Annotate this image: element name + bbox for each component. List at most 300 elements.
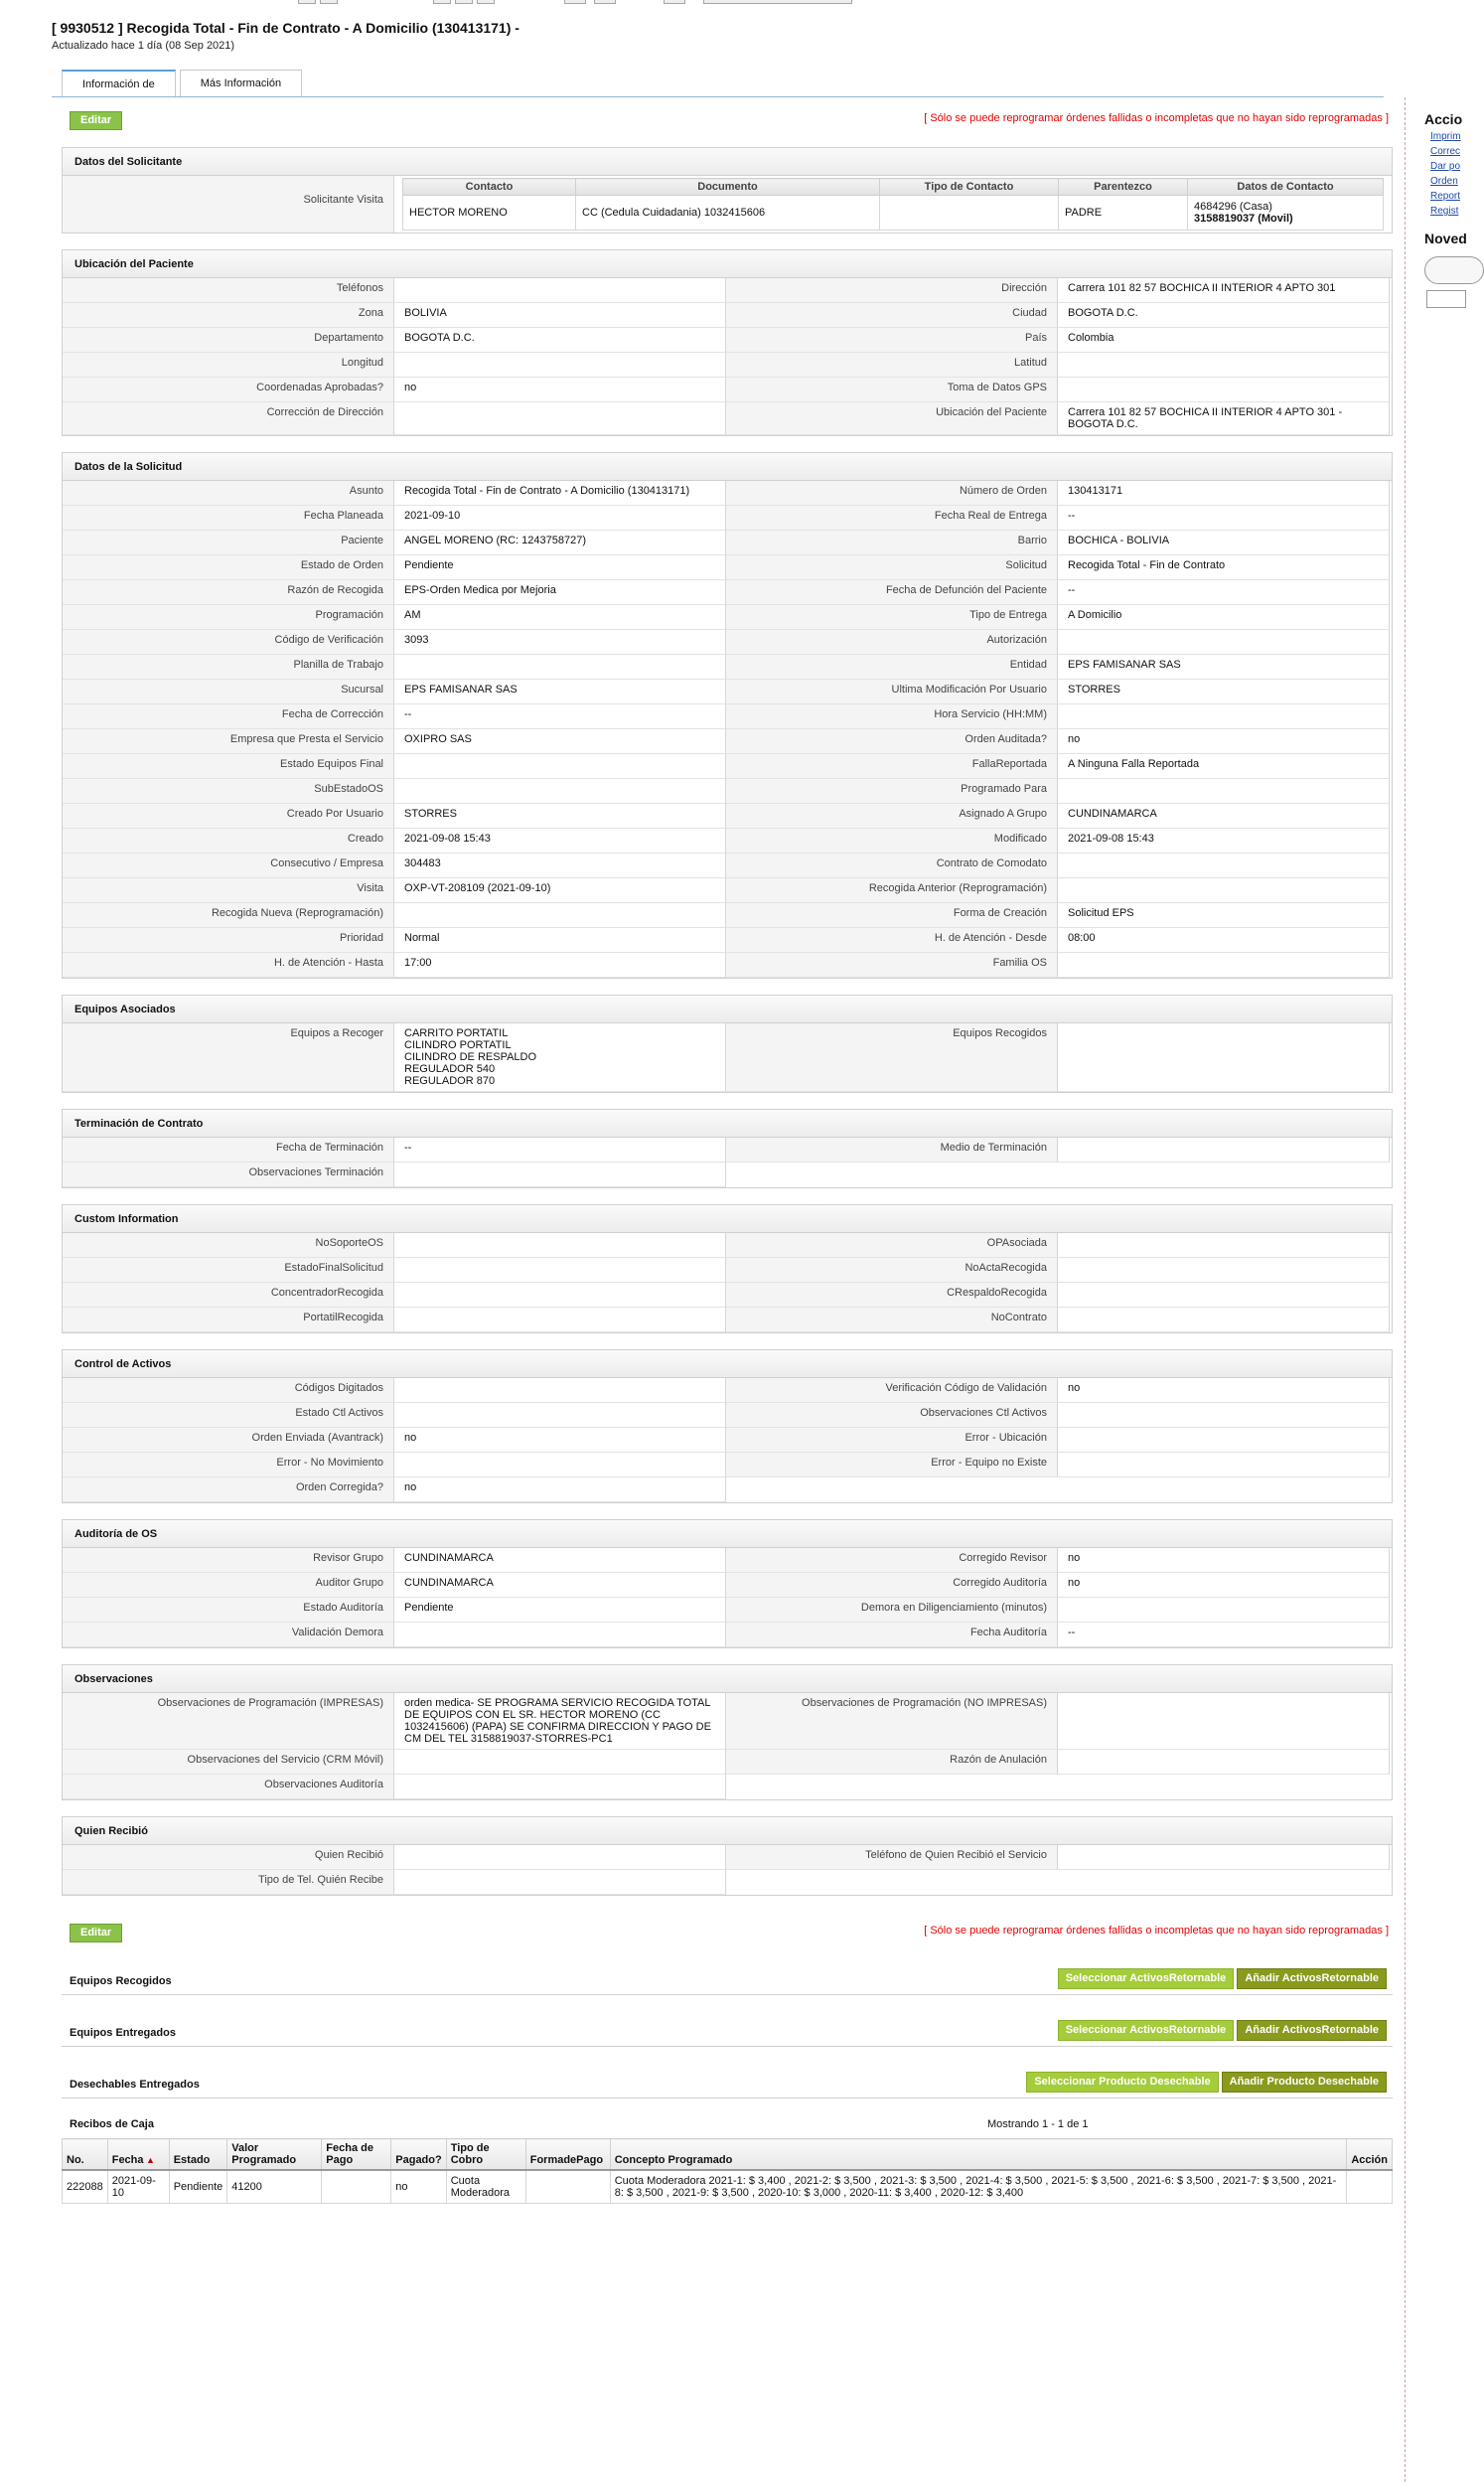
field-label: Fecha de Corrección (63, 704, 394, 729)
field-label: Ciudad (726, 303, 1058, 328)
field-label: FallaReportada (726, 754, 1058, 779)
field-label: Fecha Auditoría (726, 1623, 1058, 1647)
speech-bubble-icon[interactable] (1424, 256, 1484, 284)
field-value-h-de-atencion-hasta: 17:00 (394, 953, 726, 978)
cell-pagado: no (391, 2170, 446, 2204)
edit-row-top (62, 103, 1393, 131)
field-label: Orden Enviada (Avantrack) (63, 1428, 394, 1453)
section-title: Datos de la Solicitud (63, 453, 1392, 481)
phone-mobile: 3158819037 (Movil) (1194, 213, 1293, 225)
field-label: H. de Atención - Desde (726, 928, 1058, 953)
cell-fecha: 2021-09-10 (107, 2170, 169, 2204)
field-value-error-ubicacion (1058, 1428, 1390, 1453)
field-label: Fecha Planeada (63, 506, 394, 531)
section-equipos-asociados (62, 995, 1393, 1093)
field-label: Barrio (726, 531, 1058, 555)
field-label: Fecha de Terminación (63, 1138, 394, 1163)
field-value-ciudad: BOGOTA D.C. (1058, 303, 1390, 328)
toolbar-button[interactable] (320, 0, 338, 4)
field-label: ConcentradorRecogida (63, 1283, 394, 1308)
edit-button-bottom[interactable]: Editar (70, 1924, 122, 1942)
field-label: Observaciones del Servicio (CRM Móvil) (63, 1750, 394, 1775)
field-value-forma-de-creacion: Solicitud EPS (1058, 903, 1390, 928)
field-label: Recogida Anterior (Reprogramación) (726, 878, 1058, 903)
field-value-codigos-digitados (394, 1378, 726, 1403)
field-label: Programado Para (726, 779, 1058, 804)
field-value-corregido-auditoria: no (1058, 1573, 1390, 1598)
field-value-tipo-de-tel-quien-recibe (394, 1870, 726, 1895)
field-value-familia-os (1058, 953, 1390, 978)
section-title: Observaciones (63, 1665, 1392, 1693)
section-custom-information (62, 1204, 1393, 1333)
toolbar-search[interactable] (703, 0, 852, 4)
field-label: Hora Servicio (HH:MM) (726, 704, 1058, 729)
field-value-programacion: AM (394, 605, 726, 630)
field-value-recogida-nueva-reprogramacion (394, 903, 726, 928)
field-value-quien-recibio (394, 1845, 726, 1870)
cell-accion (1347, 2170, 1393, 2204)
field-label: SubEstadoOS (63, 779, 394, 804)
field-label: Número de Orden (726, 481, 1058, 506)
field-value-estadofinalsolicitud (394, 1258, 726, 1283)
col-fecha-de-pago[interactable]: Fecha de Pago (322, 2139, 391, 2171)
field-label: Código de Verificación (63, 630, 394, 655)
field-value-departamento: BOGOTA D.C. (394, 328, 726, 353)
field-grid (63, 1023, 1392, 1092)
cell-no: 222088 (63, 2170, 108, 2204)
action-link-orden[interactable]: Orden (1430, 176, 1458, 187)
field-label: Error - No Movimiento (63, 1453, 394, 1477)
col-no[interactable]: No. (63, 2139, 108, 2171)
field-label: Asunto (63, 481, 394, 506)
subsection-actions (1058, 2020, 1387, 2041)
field-label: Estado Equipos Final (63, 754, 394, 779)
field-label: Observaciones de Programación (NO IMPRESAS) (726, 1693, 1058, 1750)
field-label: Validación Demora (63, 1623, 394, 1647)
add-button[interactable]: Añadir ActivosRetornable (1237, 1968, 1387, 1989)
datos-contacto-cell (1188, 196, 1384, 231)
field-label: Verificación Código de Validación (726, 1378, 1058, 1403)
field-label: Creado (63, 829, 394, 854)
page-header (52, 20, 519, 52)
top-toolbar (0, 0, 1461, 4)
field-value-codigo-de-verificacion: 3093 (394, 630, 726, 655)
field-grid (63, 1845, 1392, 1895)
field-label: Empresa que Presta el Servicio (63, 729, 394, 754)
col-accion[interactable]: Acción (1347, 2139, 1393, 2171)
field-value-observaciones-terminacion (394, 1163, 726, 1187)
field-label: Consecutivo / Empresa (63, 854, 394, 878)
field-value-planilla-de-trabajo (394, 655, 726, 680)
cell-valor-programado: 41200 (227, 2170, 322, 2204)
field-label: Razón de Anulación (726, 1750, 1058, 1775)
field-value-nocontrato (1058, 1308, 1390, 1332)
actions-panel (1424, 111, 1467, 308)
field-value-ultima-modificacion-por-usuario: STORRES (1058, 680, 1390, 704)
field-label: CRespaldoRecogida (726, 1283, 1058, 1308)
field-value-asignado-a-grupo: CUNDINAMARCA (1058, 804, 1390, 829)
edit-row-bottom (62, 1916, 1393, 1943)
col-concepto-programado[interactable]: Concepto Programado (610, 2139, 1347, 2171)
field-label: Asignado A Grupo (726, 804, 1058, 829)
field-label: NoContrato (726, 1308, 1058, 1332)
field-value-orden-auditada: no (1058, 729, 1390, 754)
cell-estado: Pendiente (169, 2170, 227, 2204)
section-title: Auditoría de OS (63, 1520, 1392, 1548)
field-label: País (726, 328, 1058, 353)
field-value-solicitud: Recogida Total - Fin de Contrato (1058, 555, 1390, 580)
cell-formadepago (525, 2170, 610, 2204)
field-label: Autorización (726, 630, 1058, 655)
field-value-contrato-de-comodato (1058, 854, 1390, 878)
field-label: Contrato de Comodato (726, 854, 1058, 878)
field-value-pais: Colombia (1058, 328, 1390, 353)
field-value-estado-auditoria: Pendiente (394, 1598, 726, 1623)
field-value-observaciones-de-programacion-impresas: orden medica- SE PROGRAMA SERVICIO RECOGIDA TOTAL DE EQUIPOS CON EL SR. HECTOR MORENO (CC 1032415606) (PAPA) SE CONFIRMA DIRECCION Y PAGO DE CM DEL TEL 3158819037-STORRES-PC1 (394, 1693, 726, 1750)
field-grid (63, 1378, 1392, 1502)
panel-divider (1405, 97, 1406, 2482)
sort-up-icon[interactable]: ▲ (143, 2155, 155, 2165)
field-label: Ultima Modificación Por Usuario (726, 680, 1058, 704)
toolbar-button[interactable] (594, 0, 616, 4)
field-label: Teléfono de Quien Recibió el Servicio (726, 1845, 1058, 1870)
main-content (62, 103, 1393, 2204)
field-value-coordenadas-aprobadas: no (394, 378, 726, 402)
field-label: Demora en Diligenciamiento (minutos) (726, 1598, 1058, 1623)
field-value-demora-en-diligenciamiento-minutos (1058, 1598, 1390, 1623)
field-value-estado-ctl-activos (394, 1403, 726, 1428)
field-grid (63, 1693, 1392, 1799)
field-label: Recogida Nueva (Reprogramación) (63, 903, 394, 928)
field-value-estado-equipos-final (394, 754, 726, 779)
field-value-visita: OXP-VT-208109 (2021-09-10) (394, 878, 726, 903)
field-value-medio-de-terminacion (1058, 1138, 1390, 1163)
col-datos-contacto[interactable]: Datos de Contacto (1188, 179, 1384, 196)
subsection-title: Equipos Recogidos (70, 1975, 172, 1987)
col-tipo-contacto[interactable]: Tipo de Contacto (880, 179, 1059, 196)
col-documento[interactable]: Documento (576, 179, 880, 196)
section-title: Ubicación del Paciente (63, 250, 1392, 278)
field-value-equipos-a-recoger: CARRITO PORTATIL CILINDRO PORTATIL CILINDRO DE RESPALDO REGULADOR 540 REGULADOR 870 (394, 1023, 726, 1092)
field-value-telefonos (394, 278, 726, 303)
subsection-equipos-entregados (62, 2015, 1393, 2047)
toolbar-button[interactable] (564, 0, 586, 4)
field-label: Error - Ubicación (726, 1428, 1058, 1453)
field-value-crespaldorecogida (1058, 1283, 1390, 1308)
field-grid (63, 1548, 1392, 1647)
field-label: Estado de Orden (63, 555, 394, 580)
field-value-empresa-que-presta-el-servicio: OXIPRO SAS (394, 729, 726, 754)
tab-bar (62, 70, 306, 96)
col-estado[interactable]: Estado (169, 2139, 227, 2171)
field-value-observaciones-del-servicio-crm-movil (394, 1750, 726, 1775)
field-value-error-no-movimiento (394, 1453, 726, 1477)
field-value-razon-de-anulacion (1058, 1750, 1390, 1775)
field-value-fallareportada: A Ninguna Falla Reportada (1058, 754, 1390, 779)
section-title: Control de Activos (63, 1350, 1392, 1378)
field-label: OPAsociada (726, 1233, 1058, 1258)
field-value-ubicacion-del-paciente: Carrera 101 82 57 BOCHICA II INTERIOR 4 APTO 301 - BOGOTA D.C. (1058, 402, 1390, 435)
field-label: Observaciones Auditoría (63, 1775, 394, 1799)
field-label: Observaciones de Programación (IMPRESAS) (63, 1693, 394, 1750)
field-value-concentradorrecogida (394, 1283, 726, 1308)
field-value-validacion-demora (394, 1623, 726, 1647)
field-label: Planilla de Trabajo (63, 655, 394, 680)
field-value-modificado: 2021-09-08 15:43 (1058, 829, 1390, 854)
field-value-fecha-de-correccion: -- (394, 704, 726, 729)
novedades-title: Noved (1424, 231, 1467, 246)
field-label: Prioridad (63, 928, 394, 953)
parentezco-cell: PADRE (1059, 196, 1188, 231)
field-value-numero-de-orden: 130413171 (1058, 481, 1390, 506)
add-button[interactable]: Añadir Producto Desechable (1222, 2072, 1387, 2093)
section-auditoria-de-os (62, 1519, 1393, 1648)
page-title: [ 9930512 ] Recogida Total - Fin de Contrato - A Domicilio (130413171) - (52, 20, 519, 36)
receipts-count: Mostrando 1 - 1 de 1 (987, 2118, 1089, 2130)
field-value-fecha-auditoria: -- (1058, 1623, 1390, 1647)
field-value-error-equipo-no-existe (1058, 1453, 1390, 1477)
cell-concepto-programado: Cuota Moderadora 2021-1: $ 3,400 , 2021-2: $ 3,500 , 2021-3: $ 3,500 , 2021-4: $ 3,500 , 2021-5: $ 3,500 , 2021-6: $ 3,500 , 2021-7: $ 3,500 , 2021-8: $ 3,500 , 2021-9: $ 3,500 , 2020-10: $ 3,000 , 2020-11: $ 3,400 , 2020-12: $ 3,400 (610, 2170, 1347, 2204)
field-label: Ubicación del Paciente (726, 402, 1058, 435)
field-value-sucursal: EPS FAMISANAR SAS (394, 680, 726, 704)
field-label: Orden Auditada? (726, 729, 1058, 754)
field-label: Equipos Recogidos (726, 1023, 1058, 1092)
field-value-subestadoos (394, 779, 726, 804)
table-row (403, 196, 1384, 231)
field-label: Modificado (726, 829, 1058, 854)
field-value-observaciones-ctl-activos (1058, 1403, 1390, 1428)
field-value-barrio: BOCHICA - BOLIVIA (1058, 531, 1390, 555)
field-value-orden-enviada-avantrack: no (394, 1428, 726, 1453)
field-label: Sucursal (63, 680, 394, 704)
field-label: Zona (63, 303, 394, 328)
subsection-actions (1026, 2072, 1387, 2093)
field-label: Estado Auditoría (63, 1598, 394, 1623)
select-button[interactable]: Seleccionar ActivosRetornable (1058, 2020, 1235, 2041)
select-button[interactable]: Seleccionar Producto Desechable (1026, 2072, 1218, 2093)
field-label: Medio de Terminación (726, 1138, 1058, 1163)
field-value-asunto: Recogida Total - Fin de Contrato - A Domicilio (130413171) (394, 481, 726, 506)
field-value-corregido-revisor: no (1058, 1548, 1390, 1573)
field-label: Códigos Digitados (63, 1378, 394, 1403)
field-label: Programación (63, 605, 394, 630)
field-label: Entidad (726, 655, 1058, 680)
toolbar-button[interactable] (433, 0, 451, 4)
field-value-paciente: ANGEL MORENO (RC: 1243758727) (394, 531, 726, 555)
field-value-hora-servicio-hh-mm (1058, 704, 1390, 729)
field-value-equipos-recogidos (1058, 1023, 1390, 1092)
contacts-table (394, 176, 1392, 233)
action-link-report[interactable]: Report (1430, 191, 1461, 202)
field-label: Creado Por Usuario (63, 804, 394, 829)
actions-title: Accio (1424, 111, 1463, 127)
field-label: Forma de Creación (726, 903, 1058, 928)
action-link-correc[interactable]: Correc (1430, 146, 1461, 157)
field-label: NoActaRecogida (726, 1258, 1058, 1283)
field-label: Corregido Auditoría (726, 1573, 1058, 1598)
solicitante-label: Solicitante Visita (63, 176, 394, 233)
col-fecha[interactable]: Fecha ▲ (107, 2139, 169, 2171)
field-value-noactarecogida (1058, 1258, 1390, 1283)
field-value-fecha-real-de-entrega: -- (1058, 506, 1390, 531)
receipts-header (62, 2114, 1393, 2134)
field-value-estado-de-orden: Pendiente (394, 555, 726, 580)
receipts-title: Recibos de Caja (70, 2118, 154, 2130)
action-link-regist[interactable]: Regist (1430, 206, 1459, 217)
field-label: Revisor Grupo (63, 1548, 394, 1573)
section-title: Equipos Asociados (63, 996, 1392, 1023)
field-label: Orden Corregida? (63, 1477, 394, 1502)
reprogram-warning: [ Sólo se puede reprogramar órdenes fallidas o incompletas que no hayan sido reprogramadas ] (924, 112, 1389, 124)
field-label: Tipo de Tel. Quién Recibe (63, 1870, 394, 1895)
reprogram-warning-bottom: [ Sólo se puede reprogramar órdenes fallidas o incompletas que no hayan sido reprogramadas ] (924, 1925, 1389, 1937)
field-label: Paciente (63, 531, 394, 555)
section-solicitante (62, 147, 1393, 233)
field-value-fecha-planeada: 2021-09-10 (394, 506, 726, 531)
contacto-cell: HECTOR MORENO (403, 196, 576, 231)
subsection-title: Equipos Entregados (70, 2027, 176, 2039)
field-value-auditor-grupo: CUNDINAMARCA (394, 1573, 726, 1598)
edit-button[interactable]: Editar (70, 111, 122, 130)
field-value-revisor-grupo: CUNDINAMARCA (394, 1548, 726, 1573)
field-value-autorizacion (1058, 630, 1390, 655)
tab-informacion[interactable]: Información de (62, 70, 176, 96)
receipts-table (62, 2138, 1393, 2204)
tipo-cell (880, 196, 1059, 231)
field-label: PortatilRecogida (63, 1308, 394, 1332)
field-label: Tipo de Entrega (726, 605, 1058, 630)
documento-cell: CC (Cedula Cuidadania) 1032415606 (576, 196, 880, 231)
field-value-portatilrecogida (394, 1308, 726, 1332)
toolbar-button[interactable] (477, 0, 495, 4)
field-value-latitud (1058, 353, 1390, 378)
field-label: Estado Ctl Activos (63, 1403, 394, 1428)
field-label: Visita (63, 878, 394, 903)
field-value-zona: BOLIVIA (394, 303, 726, 328)
toolbar-button[interactable] (455, 0, 473, 4)
field-label: Longitud (63, 353, 394, 378)
field-grid (63, 278, 1392, 435)
field-label: EstadoFinalSolicitud (63, 1258, 394, 1283)
toolbar-button[interactable] (298, 0, 316, 4)
field-label: Toma de Datos GPS (726, 378, 1058, 402)
section-observaciones (62, 1664, 1393, 1800)
section-datos-de-la-solicitud (62, 452, 1393, 979)
field-grid (63, 481, 1392, 978)
field-label: Corregido Revisor (726, 1548, 1058, 1573)
field-label: Dirección (726, 278, 1058, 303)
field-value-consecutivo-empresa: 304483 (394, 854, 726, 878)
field-label: Corrección de Dirección (63, 402, 394, 435)
field-value-entidad: EPS FAMISANAR SAS (1058, 655, 1390, 680)
field-grid (63, 1233, 1392, 1332)
field-value-telefono-de-quien-recibio-el-servicio (1058, 1845, 1390, 1870)
section-title: Custom Information (63, 1205, 1392, 1233)
field-value-tipo-de-entrega: A Domicilio (1058, 605, 1390, 630)
field-label: Solicitud (726, 555, 1058, 580)
field-label: Observaciones Terminación (63, 1163, 394, 1187)
action-link-dar-po[interactable]: Dar po (1430, 161, 1461, 172)
field-value-fecha-de-terminacion: -- (394, 1138, 726, 1163)
field-value-nosoporteos (394, 1233, 726, 1258)
field-value-orden-corregida: no (394, 1477, 726, 1502)
updated-text: Actualizado hace 1 día (08 Sep 2021) (52, 40, 235, 52)
col-valor-programado[interactable]: Valor Programado (227, 2139, 322, 2171)
field-value-programado-para (1058, 779, 1390, 804)
cell-fecha-de-pago (322, 2170, 391, 2204)
field-value-toma-de-datos-gps (1058, 378, 1390, 402)
action-link-imprim[interactable]: Imprim (1430, 131, 1461, 142)
subsection-title: Desechables Entregados (70, 2079, 200, 2091)
field-label: Teléfonos (63, 278, 394, 303)
field-value-observaciones-auditoria (394, 1775, 726, 1799)
field-value-direccion: Carrera 101 82 57 BOCHICA II INTERIOR 4 APTO 301 (1058, 278, 1390, 303)
field-value-fecha-de-defuncion-del-paciente: -- (1058, 580, 1390, 605)
field-label: Fecha Real de Entrega (726, 506, 1058, 531)
field-label: Familia OS (726, 953, 1058, 978)
add-button[interactable]: Añadir ActivosRetornable (1237, 2020, 1387, 2041)
tab-divider (52, 96, 1384, 97)
subsection-desechables-entregados (62, 2067, 1393, 2098)
table-row (63, 2170, 1393, 2204)
col-pagado[interactable]: Pagado? (391, 2139, 446, 2171)
section-quien-recibio (62, 1816, 1393, 1896)
field-value-verificacion-codigo-de-validacion: no (1058, 1378, 1390, 1403)
field-value-longitud (394, 353, 726, 378)
section-title: Datos del Solicitante (63, 148, 1392, 176)
field-label: NoSoporteOS (63, 1233, 394, 1258)
section-title: Quien Recibió (63, 1817, 1392, 1845)
field-label: Latitud (726, 353, 1058, 378)
cell-tipo-de-cobro: Cuota Moderadora (446, 2170, 525, 2204)
equipment-sections (62, 1963, 1393, 2098)
subsection-actions (1058, 1968, 1387, 1989)
subsection-equipos-recogidos (62, 1963, 1393, 1995)
field-label: H. de Atención - Hasta (63, 953, 394, 978)
section-ubicacion-del-paciente (62, 249, 1393, 436)
field-value-correccion-de-direccion (394, 402, 726, 435)
phone-home: 4684296 (Casa) (1194, 201, 1272, 213)
field-value-prioridad: Normal (394, 928, 726, 953)
field-value-creado: 2021-09-08 15:43 (394, 829, 726, 854)
field-value-observaciones-de-programacion-no-impresas (1058, 1693, 1390, 1750)
field-value-opasociada (1058, 1233, 1390, 1258)
col-tipo-de-cobro[interactable]: Tipo de Cobro (446, 2139, 525, 2171)
col-parentezco[interactable]: Parentezco (1059, 179, 1188, 196)
col-formadepago[interactable]: FormadePago (525, 2139, 610, 2171)
section-control-de-activos (62, 1349, 1393, 1503)
toolbar-button[interactable] (664, 0, 685, 4)
field-label: Observaciones Ctl Activos (726, 1403, 1058, 1428)
select-button[interactable]: Seleccionar ActivosRetornable (1058, 1968, 1235, 1989)
field-label: Quien Recibió (63, 1845, 394, 1870)
field-label: Departamento (63, 328, 394, 353)
detail-sections (62, 249, 1393, 1896)
field-grid (63, 1138, 1392, 1187)
field-value-recogida-anterior-reprogramacion (1058, 878, 1390, 903)
field-value-h-de-atencion-desde: 08:00 (1058, 928, 1390, 953)
section-title: Terminación de Contrato (63, 1110, 1392, 1138)
section-terminacion-de-contrato (62, 1109, 1393, 1188)
field-label: Coordenadas Aprobadas? (63, 378, 394, 402)
novedad-input[interactable] (1426, 290, 1466, 308)
field-label: Razón de Recogida (63, 580, 394, 605)
tab-mas-informacion[interactable]: Más Información (180, 70, 302, 96)
field-label: Equipos a Recoger (63, 1023, 394, 1092)
field-value-razon-de-recogida: EPS-Orden Medica por Mejoria (394, 580, 726, 605)
field-value-creado-por-usuario: STORRES (394, 804, 726, 829)
col-contacto[interactable]: Contacto (403, 179, 576, 196)
